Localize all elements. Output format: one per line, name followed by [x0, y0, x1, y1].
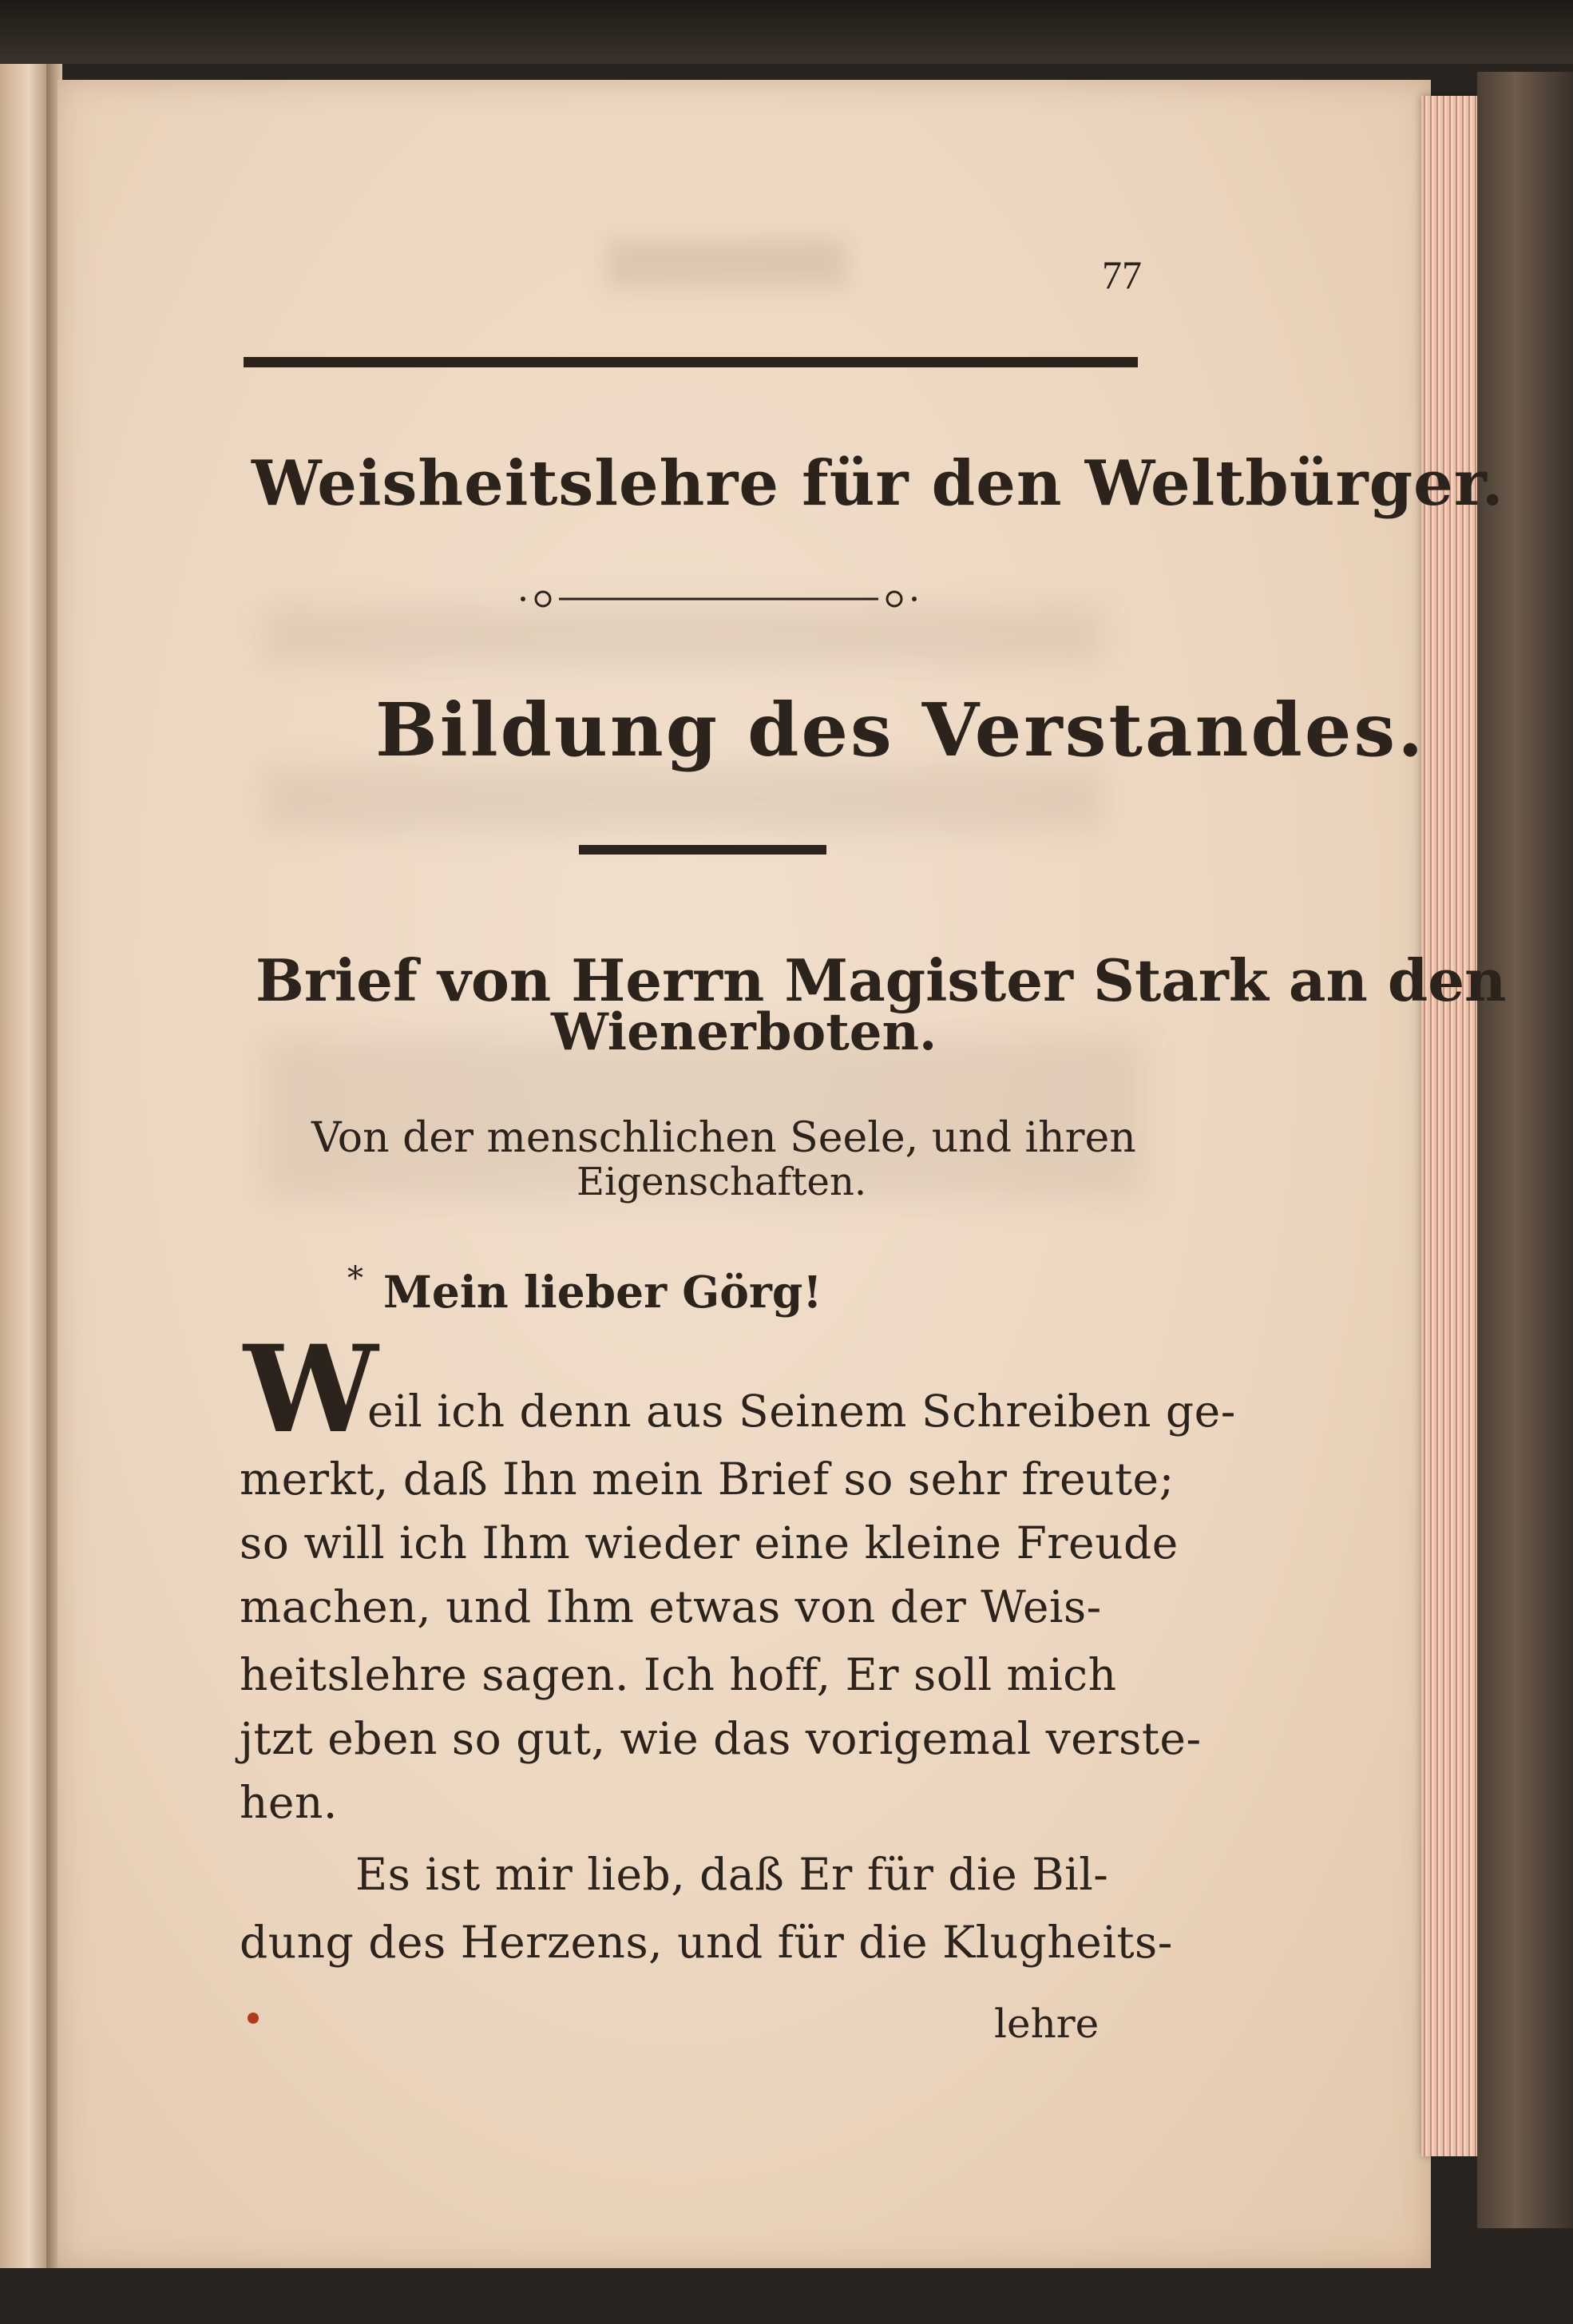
bleed-through-smudge	[263, 767, 1102, 831]
body-line: merkt, daß Ihn mein Brief so sehr freute;	[240, 1453, 1175, 1505]
ornament-divider	[511, 587, 926, 611]
ink-stain	[248, 2013, 259, 2024]
drop-cap: W	[244, 1319, 378, 1460]
bleed-through-smudge	[607, 240, 846, 288]
letter-heading-line-1: Brief von Herrn Magister Stark an den	[256, 946, 1507, 1014]
body-line: hen.	[240, 1777, 338, 1828]
scan-background	[0, 2268, 1573, 2324]
body-line: Es ist mir lieb, daß Er für die Bil-	[355, 1849, 1109, 1900]
short-rule	[579, 845, 826, 855]
body-line: heitslehre sagen. Ich hoff, Er soll mich	[240, 1649, 1117, 1700]
body-line: dung des Herzens, und für die Klugheits-	[240, 1917, 1173, 1968]
top-rule	[244, 357, 1138, 367]
catchword: lehre	[994, 2001, 1100, 2047]
section-subtitle: Bildung des Verstandes.	[375, 687, 1426, 773]
salutation: Mein lieber Görg!	[383, 1266, 822, 1318]
left-page-edge	[0, 64, 48, 2324]
page-edges	[1421, 96, 1477, 2156]
bleed-through-smudge	[263, 607, 1102, 663]
letter-heading-line-2: Wienerboten.	[551, 1002, 937, 1062]
topic-line-2: Eigenschaften.	[577, 1160, 867, 1204]
body-line: jtzt eben so gut, wie das vorigemal verste-	[240, 1713, 1202, 1764]
body-line: eil ich denn aus Seinem Schreiben ge-	[367, 1386, 1236, 1437]
page-number: 77	[1102, 252, 1142, 297]
topic-line-1: Von der menschlichen Seele, und ihren	[311, 1114, 1136, 1162]
book-cover-edge	[1477, 72, 1573, 2228]
footnote-mark: *	[347, 1260, 363, 1297]
body-line: machen, und Ihm etwas von der Weis-	[240, 1581, 1102, 1632]
book-binding-top	[0, 0, 1573, 64]
main-title: Weisheitslehre für den Weltbürger.	[252, 447, 1504, 520]
body-line: so will ich Ihm wieder eine kleine Freude	[240, 1517, 1179, 1569]
